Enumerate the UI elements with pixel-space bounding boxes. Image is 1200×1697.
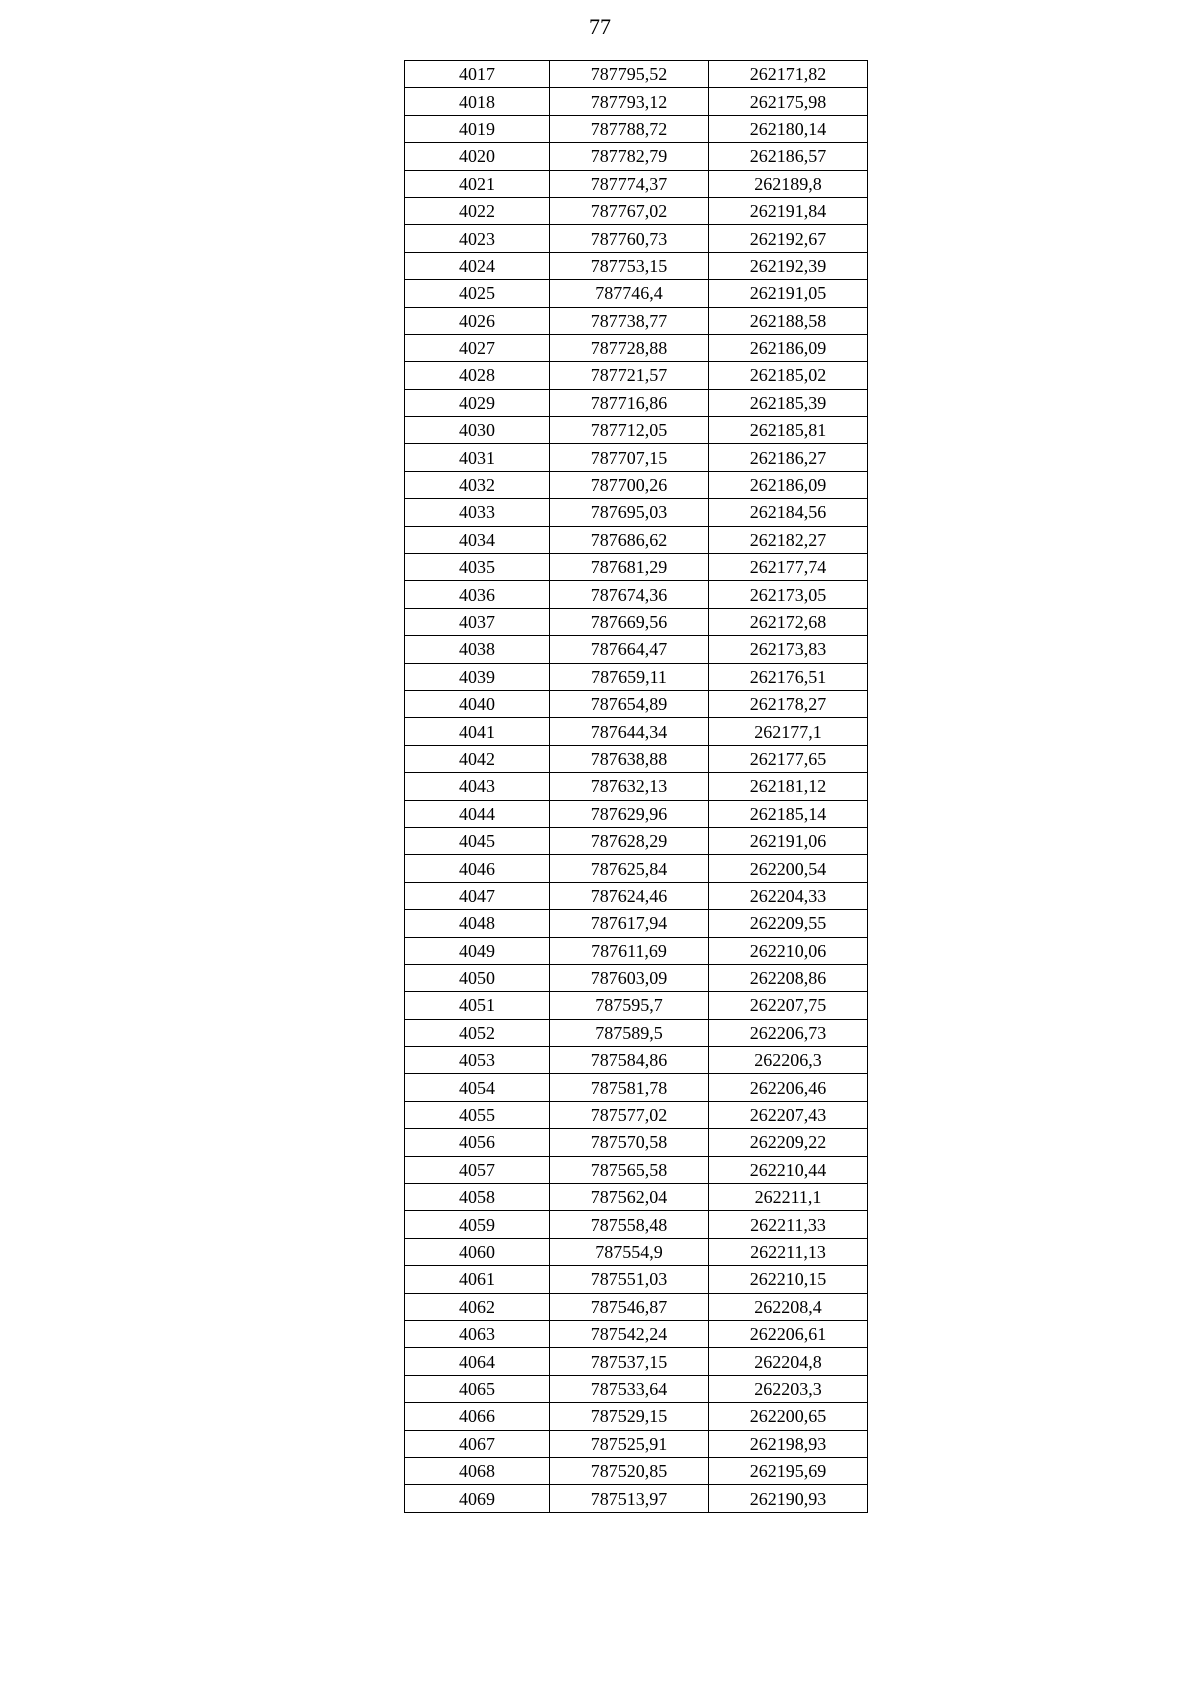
x-coordinate-cell: 787728,88: [550, 334, 709, 361]
point-number-cell: 4033: [405, 499, 550, 526]
table-row: [405, 1129, 868, 1156]
x-coordinate-cell: 787716,86: [550, 389, 709, 416]
point-number-cell: 4051: [405, 992, 550, 1019]
x-coordinate-cell: 787628,29: [550, 827, 709, 854]
table-row: [405, 964, 868, 991]
point-number-cell: 4023: [405, 225, 550, 252]
y-coordinate-cell: 262211,1: [709, 1184, 868, 1211]
y-coordinate-cell: 262185,02: [709, 362, 868, 389]
table-row: [405, 1211, 868, 1238]
table-row: [405, 1375, 868, 1402]
table-row: [405, 1320, 868, 1347]
y-coordinate-cell: 262206,3: [709, 1047, 868, 1074]
point-number-cell: 4042: [405, 745, 550, 772]
y-coordinate-cell: 262198,93: [709, 1430, 868, 1457]
y-coordinate-cell: 262185,14: [709, 800, 868, 827]
table-row: [405, 170, 868, 197]
coordinates-table-body: [405, 61, 868, 1513]
table-row: [405, 773, 868, 800]
point-number-cell: 4035: [405, 554, 550, 581]
y-coordinate-cell: 262191,06: [709, 827, 868, 854]
table-row: [405, 1293, 868, 1320]
x-coordinate-cell: 787624,46: [550, 882, 709, 909]
y-coordinate-cell: 262175,98: [709, 88, 868, 115]
x-coordinate-cell: 787546,87: [550, 1293, 709, 1320]
table-row: [405, 1403, 868, 1430]
y-coordinate-cell: 262210,15: [709, 1266, 868, 1293]
point-number-cell: 4046: [405, 855, 550, 882]
y-coordinate-cell: 262206,46: [709, 1074, 868, 1101]
point-number-cell: 4059: [405, 1211, 550, 1238]
point-number-cell: 4025: [405, 280, 550, 307]
x-coordinate-cell: 787674,36: [550, 581, 709, 608]
y-coordinate-cell: 262173,83: [709, 636, 868, 663]
x-coordinate-cell: 787525,91: [550, 1430, 709, 1457]
y-coordinate-cell: 262210,06: [709, 937, 868, 964]
x-coordinate-cell: 787712,05: [550, 417, 709, 444]
table-row: [405, 252, 868, 279]
x-coordinate-cell: 787603,09: [550, 964, 709, 991]
point-number-cell: 4031: [405, 444, 550, 471]
y-coordinate-cell: 262181,12: [709, 773, 868, 800]
x-coordinate-cell: 787533,64: [550, 1375, 709, 1402]
table-row: [405, 800, 868, 827]
y-coordinate-cell: 262178,27: [709, 690, 868, 717]
table-row: [405, 827, 868, 854]
y-coordinate-cell: 262177,1: [709, 718, 868, 745]
point-number-cell: 4047: [405, 882, 550, 909]
y-coordinate-cell: 262206,73: [709, 1019, 868, 1046]
table-row: [405, 581, 868, 608]
y-coordinate-cell: 262177,65: [709, 745, 868, 772]
table-row: [405, 1074, 868, 1101]
x-coordinate-cell: 787700,26: [550, 471, 709, 498]
point-number-cell: 4034: [405, 526, 550, 553]
table-row: [405, 526, 868, 553]
point-number-cell: 4027: [405, 334, 550, 361]
y-coordinate-cell: 262211,13: [709, 1238, 868, 1265]
x-coordinate-cell: 787562,04: [550, 1184, 709, 1211]
point-number-cell: 4037: [405, 608, 550, 635]
table-row: [405, 280, 868, 307]
y-coordinate-cell: 262209,22: [709, 1129, 868, 1156]
x-coordinate-cell: 787520,85: [550, 1457, 709, 1484]
y-coordinate-cell: 262186,09: [709, 471, 868, 498]
x-coordinate-cell: 787664,47: [550, 636, 709, 663]
y-coordinate-cell: 262182,27: [709, 526, 868, 553]
x-coordinate-cell: 787753,15: [550, 252, 709, 279]
point-number-cell: 4068: [405, 1457, 550, 1484]
y-coordinate-cell: 262200,54: [709, 855, 868, 882]
table-row: [405, 1348, 868, 1375]
y-coordinate-cell: 262192,67: [709, 225, 868, 252]
point-number-cell: 4041: [405, 718, 550, 745]
point-number-cell: 4032: [405, 471, 550, 498]
y-coordinate-cell: 262206,61: [709, 1320, 868, 1347]
point-number-cell: 4019: [405, 115, 550, 142]
table-row: [405, 225, 868, 252]
table-row: [405, 1156, 868, 1183]
point-number-cell: 4036: [405, 581, 550, 608]
y-coordinate-cell: 262188,58: [709, 307, 868, 334]
x-coordinate-cell: 787554,9: [550, 1238, 709, 1265]
x-coordinate-cell: 787537,15: [550, 1348, 709, 1375]
x-coordinate-cell: 787686,62: [550, 526, 709, 553]
point-number-cell: 4049: [405, 937, 550, 964]
point-number-cell: 4065: [405, 1375, 550, 1402]
x-coordinate-cell: 787589,5: [550, 1019, 709, 1046]
y-coordinate-cell: 262203,3: [709, 1375, 868, 1402]
x-coordinate-cell: 787644,34: [550, 718, 709, 745]
y-coordinate-cell: 262192,39: [709, 252, 868, 279]
point-number-cell: 4060: [405, 1238, 550, 1265]
table-row: [405, 663, 868, 690]
y-coordinate-cell: 262185,39: [709, 389, 868, 416]
point-number-cell: 4039: [405, 663, 550, 690]
x-coordinate-cell: 787542,24: [550, 1320, 709, 1347]
x-coordinate-cell: 787793,12: [550, 88, 709, 115]
x-coordinate-cell: 787782,79: [550, 143, 709, 170]
point-number-cell: 4053: [405, 1047, 550, 1074]
y-coordinate-cell: 262186,27: [709, 444, 868, 471]
x-coordinate-cell: 787669,56: [550, 608, 709, 635]
table-row: [405, 362, 868, 389]
table-row: [405, 608, 868, 635]
table-row: [405, 1101, 868, 1128]
x-coordinate-cell: 787767,02: [550, 197, 709, 224]
table-row: [405, 143, 868, 170]
table-row: [405, 1430, 868, 1457]
x-coordinate-cell: 787611,69: [550, 937, 709, 964]
table-row: [405, 937, 868, 964]
x-coordinate-cell: 787625,84: [550, 855, 709, 882]
table-row: [405, 882, 868, 909]
point-number-cell: 4038: [405, 636, 550, 663]
point-number-cell: 4055: [405, 1101, 550, 1128]
x-coordinate-cell: 787632,13: [550, 773, 709, 800]
y-coordinate-cell: 262210,44: [709, 1156, 868, 1183]
table-row: [405, 855, 868, 882]
x-coordinate-cell: 787581,78: [550, 1074, 709, 1101]
x-coordinate-cell: 787558,48: [550, 1211, 709, 1238]
point-number-cell: 4028: [405, 362, 550, 389]
x-coordinate-cell: 787707,15: [550, 444, 709, 471]
x-coordinate-cell: 787760,73: [550, 225, 709, 252]
point-number-cell: 4061: [405, 1266, 550, 1293]
x-coordinate-cell: 787638,88: [550, 745, 709, 772]
x-coordinate-cell: 787551,03: [550, 1266, 709, 1293]
table-row: [405, 307, 868, 334]
x-coordinate-cell: 787659,11: [550, 663, 709, 690]
y-coordinate-cell: 262200,65: [709, 1403, 868, 1430]
x-coordinate-cell: 787617,94: [550, 910, 709, 937]
table-row: [405, 1485, 868, 1512]
point-number-cell: 4017: [405, 61, 550, 88]
table-row: [405, 499, 868, 526]
x-coordinate-cell: 787529,15: [550, 1403, 709, 1430]
point-number-cell: 4021: [405, 170, 550, 197]
y-coordinate-cell: 262186,57: [709, 143, 868, 170]
x-coordinate-cell: 787570,58: [550, 1129, 709, 1156]
y-coordinate-cell: 262172,68: [709, 608, 868, 635]
point-number-cell: 4045: [405, 827, 550, 854]
table-row: [405, 718, 868, 745]
x-coordinate-cell: 787788,72: [550, 115, 709, 142]
point-number-cell: 4064: [405, 1348, 550, 1375]
point-number-cell: 4029: [405, 389, 550, 416]
point-number-cell: 4030: [405, 417, 550, 444]
y-coordinate-cell: 262173,05: [709, 581, 868, 608]
point-number-cell: 4057: [405, 1156, 550, 1183]
point-number-cell: 4048: [405, 910, 550, 937]
table-row: [405, 197, 868, 224]
table-row: [405, 88, 868, 115]
y-coordinate-cell: 262189,8: [709, 170, 868, 197]
y-coordinate-cell: 262195,69: [709, 1457, 868, 1484]
x-coordinate-cell: 787746,4: [550, 280, 709, 307]
y-coordinate-cell: 262208,86: [709, 964, 868, 991]
x-coordinate-cell: 787654,89: [550, 690, 709, 717]
y-coordinate-cell: 262177,74: [709, 554, 868, 581]
x-coordinate-cell: 787681,29: [550, 554, 709, 581]
point-number-cell: 4024: [405, 252, 550, 279]
table-row: [405, 1266, 868, 1293]
point-number-cell: 4062: [405, 1293, 550, 1320]
y-coordinate-cell: 262207,75: [709, 992, 868, 1019]
table-row: [405, 1184, 868, 1211]
page-number: 77: [589, 14, 611, 39]
table-row: [405, 471, 868, 498]
table-row: [405, 1457, 868, 1484]
y-coordinate-cell: 262208,4: [709, 1293, 868, 1320]
x-coordinate-cell: 787774,37: [550, 170, 709, 197]
y-coordinate-cell: 262191,84: [709, 197, 868, 224]
y-coordinate-cell: 262180,14: [709, 115, 868, 142]
x-coordinate-cell: 787584,86: [550, 1047, 709, 1074]
table-row: [405, 910, 868, 937]
x-coordinate-cell: 787721,57: [550, 362, 709, 389]
table-row: [405, 61, 868, 88]
y-coordinate-cell: 262185,81: [709, 417, 868, 444]
point-number-cell: 4066: [405, 1403, 550, 1430]
y-coordinate-cell: 262184,56: [709, 499, 868, 526]
point-number-cell: 4067: [405, 1430, 550, 1457]
point-number-cell: 4020: [405, 143, 550, 170]
y-coordinate-cell: 262207,43: [709, 1101, 868, 1128]
y-coordinate-cell: 262191,05: [709, 280, 868, 307]
x-coordinate-cell: 787738,77: [550, 307, 709, 334]
x-coordinate-cell: 787795,52: [550, 61, 709, 88]
y-coordinate-cell: 262204,33: [709, 882, 868, 909]
x-coordinate-cell: 787629,96: [550, 800, 709, 827]
table-row: [405, 992, 868, 1019]
table-row: [405, 1019, 868, 1046]
point-number-cell: 4058: [405, 1184, 550, 1211]
point-number-cell: 4022: [405, 197, 550, 224]
table-row: [405, 1047, 868, 1074]
coordinates-table: [404, 60, 868, 1513]
table-row: [405, 690, 868, 717]
y-coordinate-cell: 262190,93: [709, 1485, 868, 1512]
y-coordinate-cell: 262186,09: [709, 334, 868, 361]
table-row: [405, 389, 868, 416]
x-coordinate-cell: 787577,02: [550, 1101, 709, 1128]
table-row: [405, 554, 868, 581]
table-row: [405, 115, 868, 142]
point-number-cell: 4026: [405, 307, 550, 334]
x-coordinate-cell: 787565,58: [550, 1156, 709, 1183]
point-number-cell: 4052: [405, 1019, 550, 1046]
point-number-cell: 4040: [405, 690, 550, 717]
table-row: [405, 636, 868, 663]
y-coordinate-cell: 262211,33: [709, 1211, 868, 1238]
y-coordinate-cell: 262176,51: [709, 663, 868, 690]
y-coordinate-cell: 262204,8: [709, 1348, 868, 1375]
x-coordinate-cell: 787595,7: [550, 992, 709, 1019]
y-coordinate-cell: 262171,82: [709, 61, 868, 88]
point-number-cell: 4063: [405, 1320, 550, 1347]
point-number-cell: 4056: [405, 1129, 550, 1156]
point-number-cell: 4018: [405, 88, 550, 115]
table-row: [405, 417, 868, 444]
table-row: [405, 1238, 868, 1265]
point-number-cell: 4043: [405, 773, 550, 800]
table-row: [405, 444, 868, 471]
x-coordinate-cell: 787695,03: [550, 499, 709, 526]
table-row: [405, 745, 868, 772]
point-number-cell: 4050: [405, 964, 550, 991]
point-number-cell: 4044: [405, 800, 550, 827]
y-coordinate-cell: 262209,55: [709, 910, 868, 937]
point-number-cell: 4054: [405, 1074, 550, 1101]
table-row: [405, 334, 868, 361]
point-number-cell: 4069: [405, 1485, 550, 1512]
x-coordinate-cell: 787513,97: [550, 1485, 709, 1512]
